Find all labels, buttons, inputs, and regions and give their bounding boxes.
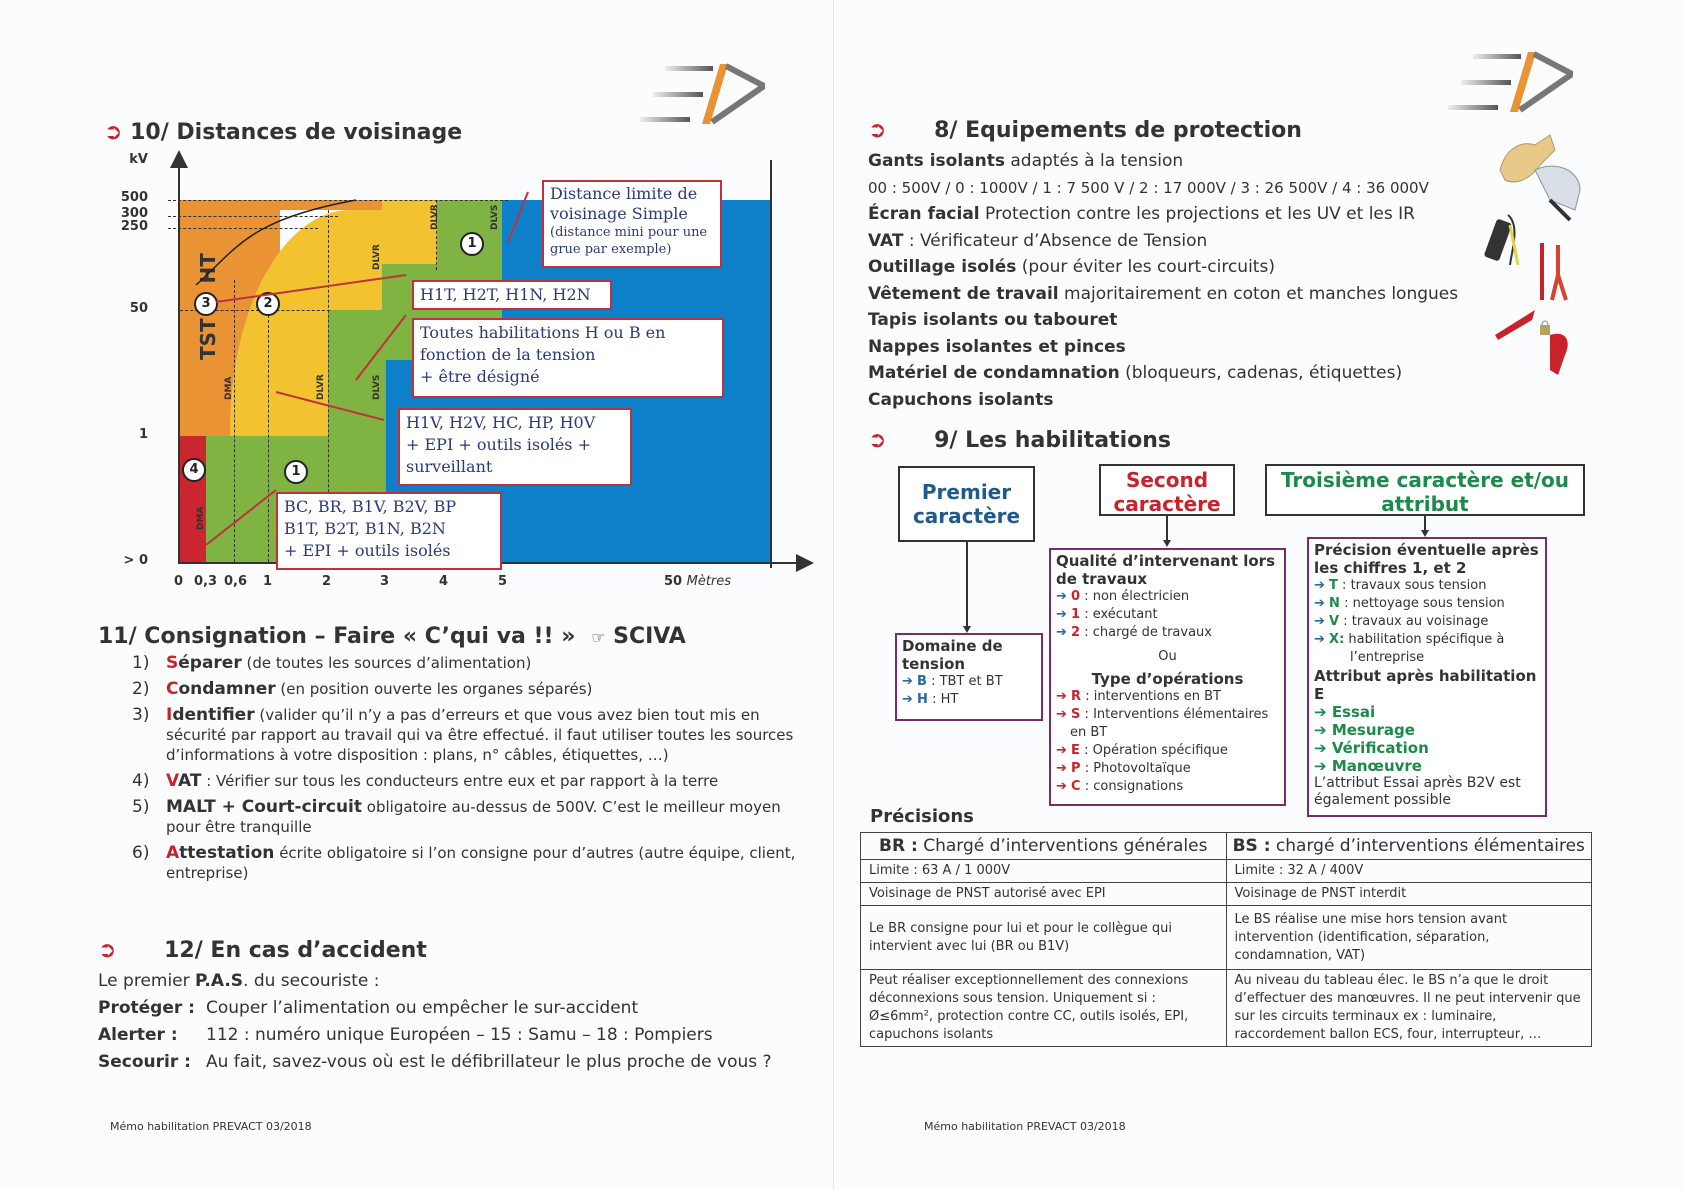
arrow-bullet-icon: ➔	[1314, 721, 1327, 739]
pas-row: Secourir : Au fait, savez-vous où est le défibrillateur le plus proche de vous ?	[98, 1052, 772, 1072]
sciva-item: 3) Identifier (valider qu’il n’y a pas d’erreurs et que vous avez bien tout mis en sécurité par rapport au travail qui va être effectué. il faut utiliser toutes les sources d’informations à votre disposition : plans, n° câbles, étiquettes, …)	[132, 705, 794, 764]
lockout-device-icon	[1550, 334, 1568, 375]
dlvs-label: DLVS	[490, 204, 500, 230]
y-tick: 1	[138, 427, 148, 442]
voltage-tester-icon	[1484, 215, 1518, 265]
y-axis-label: kV	[129, 152, 148, 167]
arrow-bullet-icon: ➔	[1056, 589, 1067, 604]
protection-equipment-illustrations	[1480, 125, 1590, 395]
callout-h-voisinage: H1V, H2V, HC, HP, H0V + EPI + outils isolés + surveillant	[398, 408, 632, 486]
red-arrow-icon: ➲	[104, 120, 123, 145]
connector-arrow-icon	[1421, 530, 1429, 537]
x-tick: 3	[380, 574, 390, 589]
premier-caractere-box: Premier caractère	[898, 466, 1035, 542]
arrow-bullet-icon: ➔	[1056, 761, 1067, 776]
troisieme-caractere-details-box: Précision éventuelle après les chiffres 1, et 2 ➔ T : travaux sous tension ➔ N : nettoyage sous tension ➔ V : travaux au voisinage ➔ X: habilitation spécifique à l’entreprise Attribut après habilitation E ➔ Essai ➔ Mesurage ➔ Vérification ➔ Manœuvre L’attribut Essai après B2V est également possible	[1307, 537, 1547, 817]
zone-1-marker: 1	[460, 232, 484, 256]
sciva-list	[98, 653, 808, 883]
arrow-bullet-icon: ➔	[1314, 578, 1325, 593]
face-shield-helmet-icon	[1535, 166, 1580, 220]
x-axis-arrow-icon	[796, 554, 814, 572]
table-row: Peut réaliser exceptionnellement des connexions déconnexions sous tension. Uniquement si : Ø≤6mm², protection contre CC, outils isolés, EPI, capuchons isolants Au niveau du tableau élec. le BS n’a que le droit d’effectuer des manœuvres. Il ne peut intervenir que sur les circuits terminaux ex : luminaire, raccordement ballon ECS, four, interrupteur, …	[861, 970, 1592, 1047]
section12-title: ➲ 12/ En cas d’accident	[98, 938, 427, 963]
section11-consignation	[98, 624, 808, 889]
dlvr-label: DLVR	[430, 204, 440, 230]
y-tick: > 0	[123, 553, 148, 568]
callout-toutes-habilitations: Toutes habilitations H ou B en fonction de la tension + être désigné	[412, 318, 724, 398]
pas-row: Protéger : Couper l’alimentation ou empêcher le sur-accident	[98, 998, 639, 1018]
section8-title: ➲ 8/ Equipements de protection	[868, 118, 1302, 143]
connector-line	[966, 542, 968, 630]
section12-content	[98, 968, 818, 1076]
sciva-item: 4) VAT : Vérifier sur tous les conducteurs entre eux et par rapport à la terre	[132, 771, 719, 791]
red-arrow-icon: ➲	[868, 428, 887, 453]
br-header: BR : Chargé d’interventions générales	[861, 833, 1227, 860]
equipment-line: VAT : Vérificateur d’Absence de Tension	[868, 230, 1208, 251]
arrow-bullet-icon: ➔	[1056, 743, 1067, 758]
bs-header: BS : chargé d’interventions élémentaires	[1226, 833, 1592, 860]
equipment-line: Écran facial Protection contre les projections et les UV et les IR	[868, 204, 1415, 224]
sciva-item: 1) Séparer (de toutes les sources d’alimentation)	[132, 653, 532, 673]
y-tick: 50	[129, 301, 148, 316]
precisions-title: Précisions	[870, 806, 974, 827]
glove-classes: 00 : 500V / 0 : 1000V / 1 : 7 500 V / 2 : 17 000V / 3 : 26 500V / 4 : 36 000V	[868, 178, 1429, 197]
arrow-bullet-icon: ➔	[1056, 625, 1067, 640]
arrow-bullet-icon: ➔	[1314, 703, 1327, 721]
callout-distance-limite: Distance limite de voisinage Simple (distance mini pour une grue par exemple)	[542, 180, 722, 268]
crocodile-clip-icon	[1495, 310, 1535, 340]
dlvr-label: DLVR	[372, 244, 382, 270]
red-arrow-icon: ➲	[868, 118, 887, 143]
section10-title: ➲ 10/ Distances de voisinage	[104, 120, 463, 145]
dlvr-label: DLVR	[316, 374, 326, 400]
equipment-line: Outillage isolés (pour éviter les court-circuits)	[868, 257, 1275, 277]
pas-row: Alerter : 112 : numéro unique Européen – 15 : Samu – 18 : Pompiers	[98, 1025, 713, 1045]
arrow-bullet-icon: ➔	[902, 674, 913, 689]
x-tick: 0,6	[224, 574, 248, 589]
second-caractere-details-box: Qualité d’intervenant lors de travaux ➔ 0 : non électricien ➔ 1 : exécutant ➔ 2 : chargé de travaux Ou Type d’opérations ➔ R : interventions en BT ➔ S : Interventions élémentaires en BT ➔ E : Opération spécifique ➔ P : Photovoltaïque ➔ C : consignations	[1049, 548, 1286, 806]
prevact-logo-icon	[640, 62, 765, 126]
precisions-table	[860, 832, 1592, 1047]
x-axis-end: 50 Mètres	[664, 574, 732, 589]
footer-left: Mémo habilitation PREVACT 03/2018	[110, 1120, 312, 1133]
second-caractere-box: Second caractère	[1099, 464, 1235, 516]
tst-ht-label: TST HT	[196, 253, 220, 360]
dlvs-label: DLVS	[372, 374, 382, 400]
pointing-hand-icon: ☞	[591, 628, 606, 647]
padlock-icon	[1540, 321, 1550, 335]
prevact-logo-icon	[1448, 50, 1573, 114]
arrow-bullet-icon: ➔	[902, 692, 913, 707]
distance-chart	[96, 150, 756, 600]
x-tick: 1	[263, 574, 273, 589]
zone-3-marker: 3	[194, 292, 218, 316]
connector-arrow-icon	[963, 626, 971, 633]
table-row: Limite : 63 A / 1 000V Limite : 32 A / 400V	[861, 860, 1592, 883]
x-tick: 0,3	[194, 574, 218, 589]
sciva-item: 5) MALT + Court-circuit obligatoire au-dessus de 500V. C’est le meilleur moyen pour être tranquille	[132, 797, 781, 836]
equipment-line: Capuchons isolants	[868, 389, 1054, 410]
connector-arrow-icon	[1163, 540, 1171, 547]
sciva-item: 2) Condamner (en position ouverte les organes séparés)	[132, 679, 593, 699]
arrow-bullet-icon: ➔	[1314, 757, 1327, 775]
y-tick: 300	[120, 206, 148, 221]
arrow-bullet-icon: ➔	[1056, 779, 1067, 794]
zone-1-marker: 1	[284, 460, 308, 484]
callout-b-voisinage: BC, BR, B1V, B2V, BP B1T, B2T, B1N, B2N + EPI + outils isolés	[276, 492, 502, 570]
x-tick: 5	[498, 574, 508, 589]
insulated-pliers-icon	[1552, 245, 1566, 300]
section11-title: 11/ Consignation – Faire « C’qui va !! » ☞ SCIVA	[98, 624, 686, 649]
table-row: Voisinage de PNST autorisé avec EPI Voisinage de PNST interdit	[861, 883, 1592, 906]
section9-title: ➲ 9/ Les habilitations	[868, 428, 1171, 453]
dma-label: DMA	[196, 506, 206, 530]
arrow-bullet-icon: ➔	[1314, 739, 1327, 757]
red-arrow-icon: ➲	[98, 938, 117, 963]
equipment-line: Nappes isolantes et pinces	[868, 336, 1126, 357]
equipment-line: Vêtement de travail majoritairement en coton et manches longues	[868, 283, 1459, 304]
pas-intro: Le premier P.A.S. du secouriste :	[98, 971, 380, 991]
x-tick: 4	[439, 574, 449, 589]
arrow-bullet-icon: ➔	[1056, 707, 1067, 722]
arrow-bullet-icon: ➔	[1056, 607, 1067, 622]
equipment-line: Gants isolants adaptés à la tension	[868, 151, 1184, 171]
callout-h-tst: H1T, H2T, H1N, H2N	[412, 280, 612, 310]
equipment-line: Matériel de condamnation (bloqueurs, cadenas, étiquettes)	[868, 363, 1403, 383]
sciva-item: 6) Attestation écrite obligatoire si l’on consigne pour d’autres (autre équipe, client, entreprise)	[132, 843, 796, 882]
domaine-tension-box: Domaine de tension ➔ B : TBT et BT ➔ H : HT	[895, 633, 1043, 721]
table-row: Le BR consigne pour lui et pour le collègue qui intervient avec lui (BR ou B1V) Le BS réalise une mise hors tension avant intervention (identification, séparation, condamnation, VAT)	[861, 906, 1592, 970]
dma-label: DMA	[224, 376, 234, 400]
equipment-line: Tapis isolants ou tabouret	[868, 310, 1118, 330]
arrow-bullet-icon: ➔	[1314, 632, 1325, 647]
footer-right: Mémo habilitation PREVACT 03/2018	[924, 1120, 1126, 1133]
zone-4-marker: 4	[182, 458, 206, 482]
arrow-bullet-icon: ➔	[1314, 614, 1325, 629]
y-tick: 500	[120, 190, 148, 205]
x-tick: 0	[174, 574, 184, 589]
zone-2-marker: 2	[256, 292, 280, 316]
page-fold	[833, 0, 834, 1190]
arrow-bullet-icon: ➔	[1314, 596, 1325, 611]
section8-list	[868, 148, 1488, 413]
troisieme-caractere-box: Troisième caractère et/ou attribut	[1265, 464, 1585, 516]
x-tick: 2	[322, 574, 332, 589]
arrow-bullet-icon: ➔	[1056, 689, 1067, 704]
y-tick: 250	[120, 219, 148, 234]
